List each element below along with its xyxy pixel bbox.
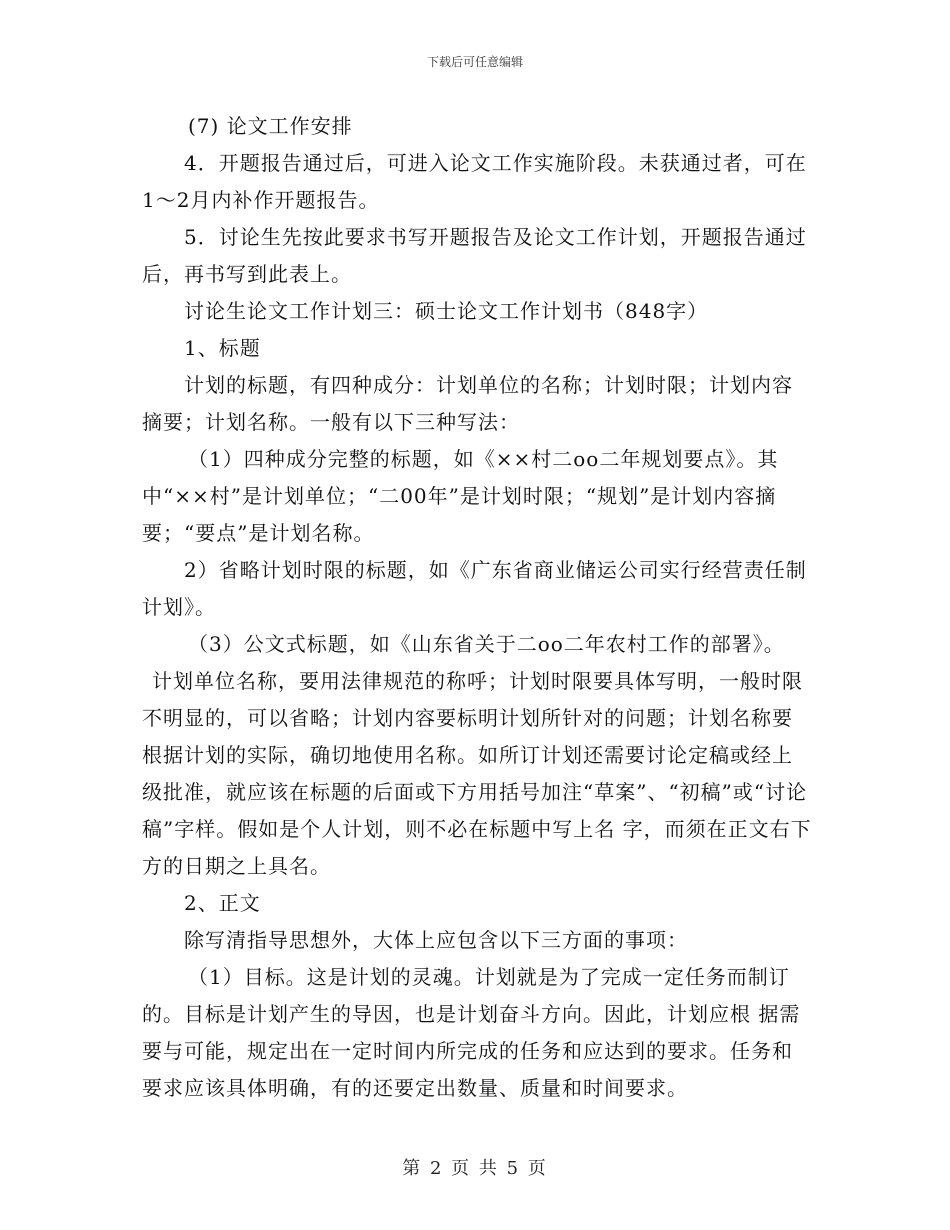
paragraph-title-components: 计划的标题，有四种成分：计划单位的名称；计划时限；计划内容摘要；计划名称。一般有以下三种写法： [142,373,793,434]
paragraph-item-5: 5．讨论生先按此要求书写开题报告及论文工作计划，开题报告通过后，再书写到此表上。 [142,225,807,286]
paragraph-plan-title: 讨论生论文工作计划三：硕士论文工作计划书（848字） [184,299,709,323]
paragraph-heading-body: 2、正文 [184,891,261,915]
paragraph-title-rules: 计划单位名称，要用法律规范的称呼；计划时限要具体写明，一般时限不明显的，可以省略；计划内容要标明计划所针对的问题；计划名称要根据计划的实际，确切地使用名称。如所订计划还需要讨论定稿或经上级批准，就应该在标题的后面或下方用括号加注“草案”、“初稿”或“讨论稿”字样。假如是个人计划，则不必在标题中写上名 字，而须在正文右下方的日期之上具名。 [142,669,812,878]
page-header: 下载后可任意编辑 [426,55,523,69]
paragraph-title-type-3: （3）公文式标题，如《山东省关于二oo二年农村工作的部署》。 [188,632,785,656]
paragraph-body-goal: （1）目标。这是计划的灵魂。计划就是为了完成一定任务而制订的。目标是计划产生的导因，也是计划奋斗方向。因此，计划应根 据需要与可能，规定出在一定时间内所完成的任务和应达到的要求。任务和要求应该具体明确，有的还要定出数量、质量和时间要求。 [142,965,801,1100]
paragraph-item-4: 4．开题报告通过后，可进入论文工作实施阶段。未获通过者，可在1～2月内补作开题报告。 [142,151,807,212]
paragraph-section-7: (7) 论文工作安排 [188,114,353,138]
document-body [142,108,812,1107]
page-footer: 第 2 页 共 5 页 [402,1158,548,1179]
paragraph-heading-title: 1、标题 [184,336,261,360]
paragraph-body-intro: 除写清指导思想外，大体上应包含以下三方面的事项： [184,928,688,952]
paragraph-title-type-2: 2）省略计划时限的标题，如《广东省商业储运公司实行经营责任制计划》。 [142,558,807,619]
paragraph-title-type-1: （1）四种成分完整的标题，如《××村二oo二年规划要点》。其中“××村”是计划单位；“二00年”是计划时限；“规划”是计划内容摘要；“要点”是计划名称。 [142,447,779,545]
